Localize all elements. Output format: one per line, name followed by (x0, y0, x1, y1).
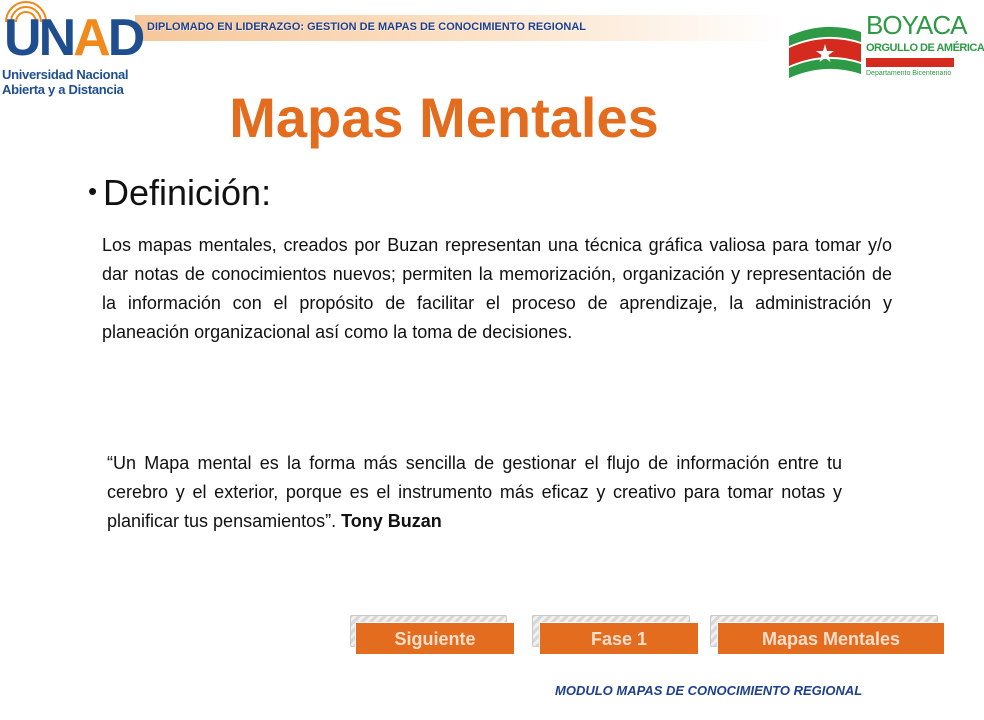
unad-name-line1: Universidad Nacional (2, 67, 129, 82)
mapas-mentales-button[interactable]: Mapas Mentales (717, 622, 945, 655)
unad-name-line2: Abierta y a Distancia (2, 82, 124, 97)
fase-1-button[interactable]: Fase 1 (539, 622, 699, 655)
boyaca-caption: Departamento Bicentenario (866, 70, 952, 77)
boyaca-flag-icon (785, 18, 865, 90)
quote-author: Tony Buzan (341, 511, 442, 531)
siguiente-button[interactable]: Siguiente (355, 622, 515, 655)
header-banner-text: DIPLOMADO EN LIDERAZGO: GESTION DE MAPAS DE CONOCIMIENTO REGIONAL (147, 21, 586, 33)
boyaca-title: BOYACA (866, 10, 967, 40)
unad-wordmark: UNAD (4, 9, 143, 67)
bullet-marker: • (88, 176, 98, 206)
boyaca-subtitle: ORGULLO DE AMÉRICA (866, 42, 984, 54)
section-heading: Definición: (103, 172, 272, 213)
quote-block (107, 449, 842, 536)
page-title: Mapas Mentales (229, 86, 659, 149)
definition-paragraph: Los mapas mentales, creados por Buzan representan una técnica gráfica valiosa para tomar y/o dar notas de conocimientos nuevos; permiten la memorización, organización y representación de la información con el propósito de facilitar el proceso de aprendizaje, la administración y planeación organizacional así como la toma de decisiones. (102, 235, 892, 342)
quote-text: “Un Mapa mental es la forma más sencilla de gestionar el flujo de información entre tu cerebro y el exterior, porque es el instrumento más eficaz y creativo para tomar notas y planificar tus pensamientos”. (107, 453, 842, 531)
footer-module-text: MODULO MAPAS DE CONOCIMIENTO REGIONAL (555, 683, 863, 698)
boyaca-stripe (866, 58, 954, 67)
